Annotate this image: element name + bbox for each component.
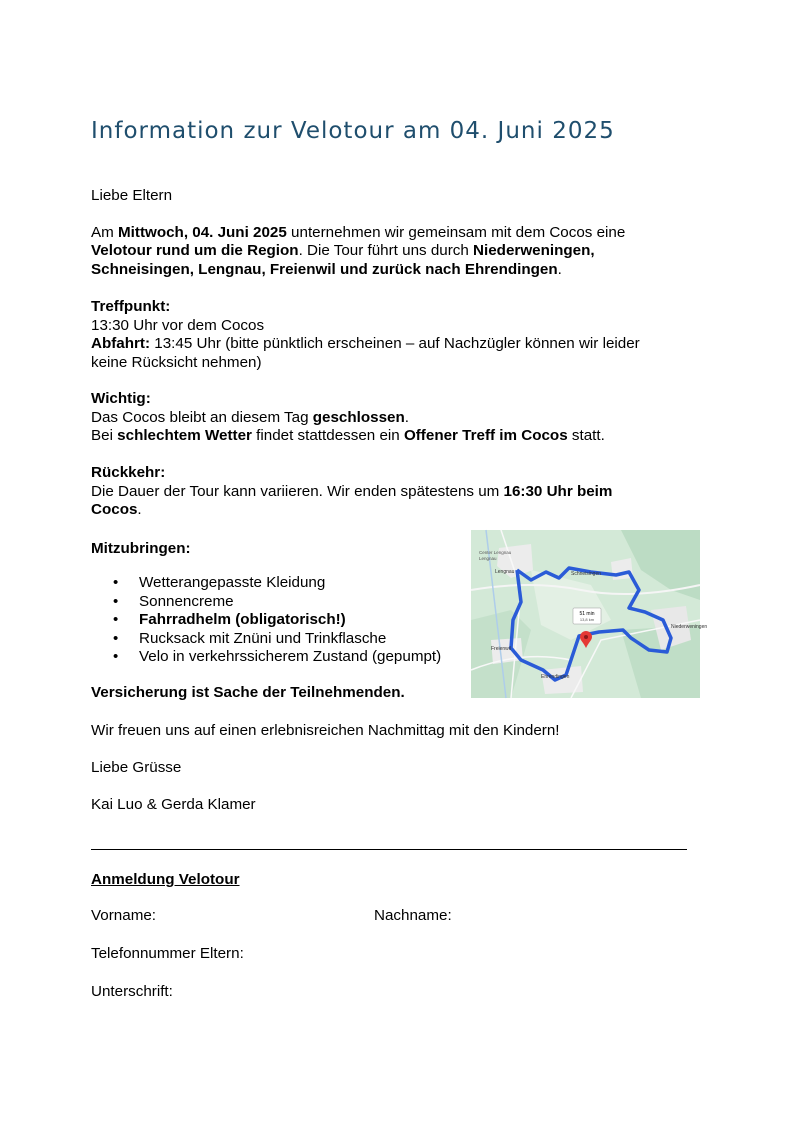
departure-line-2: keine Rücksicht nehmen) xyxy=(91,354,262,371)
signup-heading: Anmeldung Velotour xyxy=(91,871,240,888)
closing-text: Wir freuen uns auf einen erlebnisreichen Nachmittag mit den Kindern! xyxy=(91,722,560,739)
important-line-2: Bei schlechtem Wetter findet stattdessen ein Offener Treff im Cocos statt. xyxy=(91,427,605,444)
important-line-1: Das Cocos bleibt an diesem Tag geschlossen. xyxy=(91,409,409,426)
departure-line-1: Abfahrt: 13:45 Uhr (bitte pünktlich erscheinen – auf Nachzügler können wir leider xyxy=(91,335,640,352)
bus-label: Lengnau xyxy=(479,556,497,561)
meeting-place: 13:30 Uhr vor dem Cocos xyxy=(91,317,265,334)
page-title: Information zur Velotour am 04. Juni 2025 xyxy=(91,118,615,144)
list-item: • Wetterangepasste Kleidung xyxy=(91,574,441,593)
last-name-label: Nachname: xyxy=(374,907,452,924)
greeting: Liebe Eltern xyxy=(91,187,173,204)
list-item: • Velo in verkehrssicherem Zustand (gepumpt) xyxy=(91,648,441,667)
route-map xyxy=(471,530,708,698)
insurance-note: Versicherung ist Sache der Teilnehmenden. xyxy=(91,684,405,701)
list-item: • Fahrradhelm (obligatorisch!) xyxy=(91,611,441,630)
route-map-graphic xyxy=(471,530,708,698)
list-item: • Sonnencreme xyxy=(91,593,441,612)
map-pin-dot xyxy=(584,635,588,639)
return-heading: Rückkehr: xyxy=(91,464,166,481)
duration-label: 51 min xyxy=(579,611,595,617)
important-heading: Wichtig: xyxy=(91,390,151,407)
signature: Kai Luo & Gerda Klamer xyxy=(91,796,256,813)
return-line-2: Cocos. xyxy=(91,501,142,518)
niederweningen-label: Niederweningen xyxy=(671,624,708,630)
schneisingen-label: Schneisingen xyxy=(571,571,602,577)
freienwil-label: Freienwil xyxy=(491,646,512,652)
return-line-1: Die Dauer der Tour kann variieren. Wir enden spätestens um 16:30 Uhr beim xyxy=(91,483,613,500)
intro-line-1: Am Mittwoch, 04. Juni 2025 unternehmen wir gemeinsam mit dem Cocos eine xyxy=(91,224,626,241)
signature-label: Unterschrift: xyxy=(91,983,173,1000)
regards: Liebe Grüsse xyxy=(91,759,182,776)
divider-line xyxy=(91,849,687,850)
distance-label: 13,8 km xyxy=(579,617,595,622)
ehrendingen-label: Ehrendingen xyxy=(541,674,570,680)
intro-line-3: Schneisingen, Lengnau, Freienwil und zurück nach Ehrendingen. xyxy=(91,261,562,278)
meeting-heading: Treffpunkt: xyxy=(91,298,171,315)
center-label: Center Lengnau xyxy=(479,550,512,555)
lengnau-label: Lengnau xyxy=(495,569,515,575)
bring-list xyxy=(91,574,441,667)
town-area xyxy=(541,666,583,694)
intro-line-2: Velotour rund um die Region. Die Tour führt uns durch Niederweningen, xyxy=(91,242,595,259)
first-name-label: Vorname: xyxy=(91,907,157,924)
phone-label: Telefonnummer Eltern: xyxy=(91,945,244,962)
list-item: • Rucksack mit Znüni und Trinkflasche xyxy=(91,630,441,649)
bring-heading: Mitzubringen: xyxy=(91,540,191,557)
